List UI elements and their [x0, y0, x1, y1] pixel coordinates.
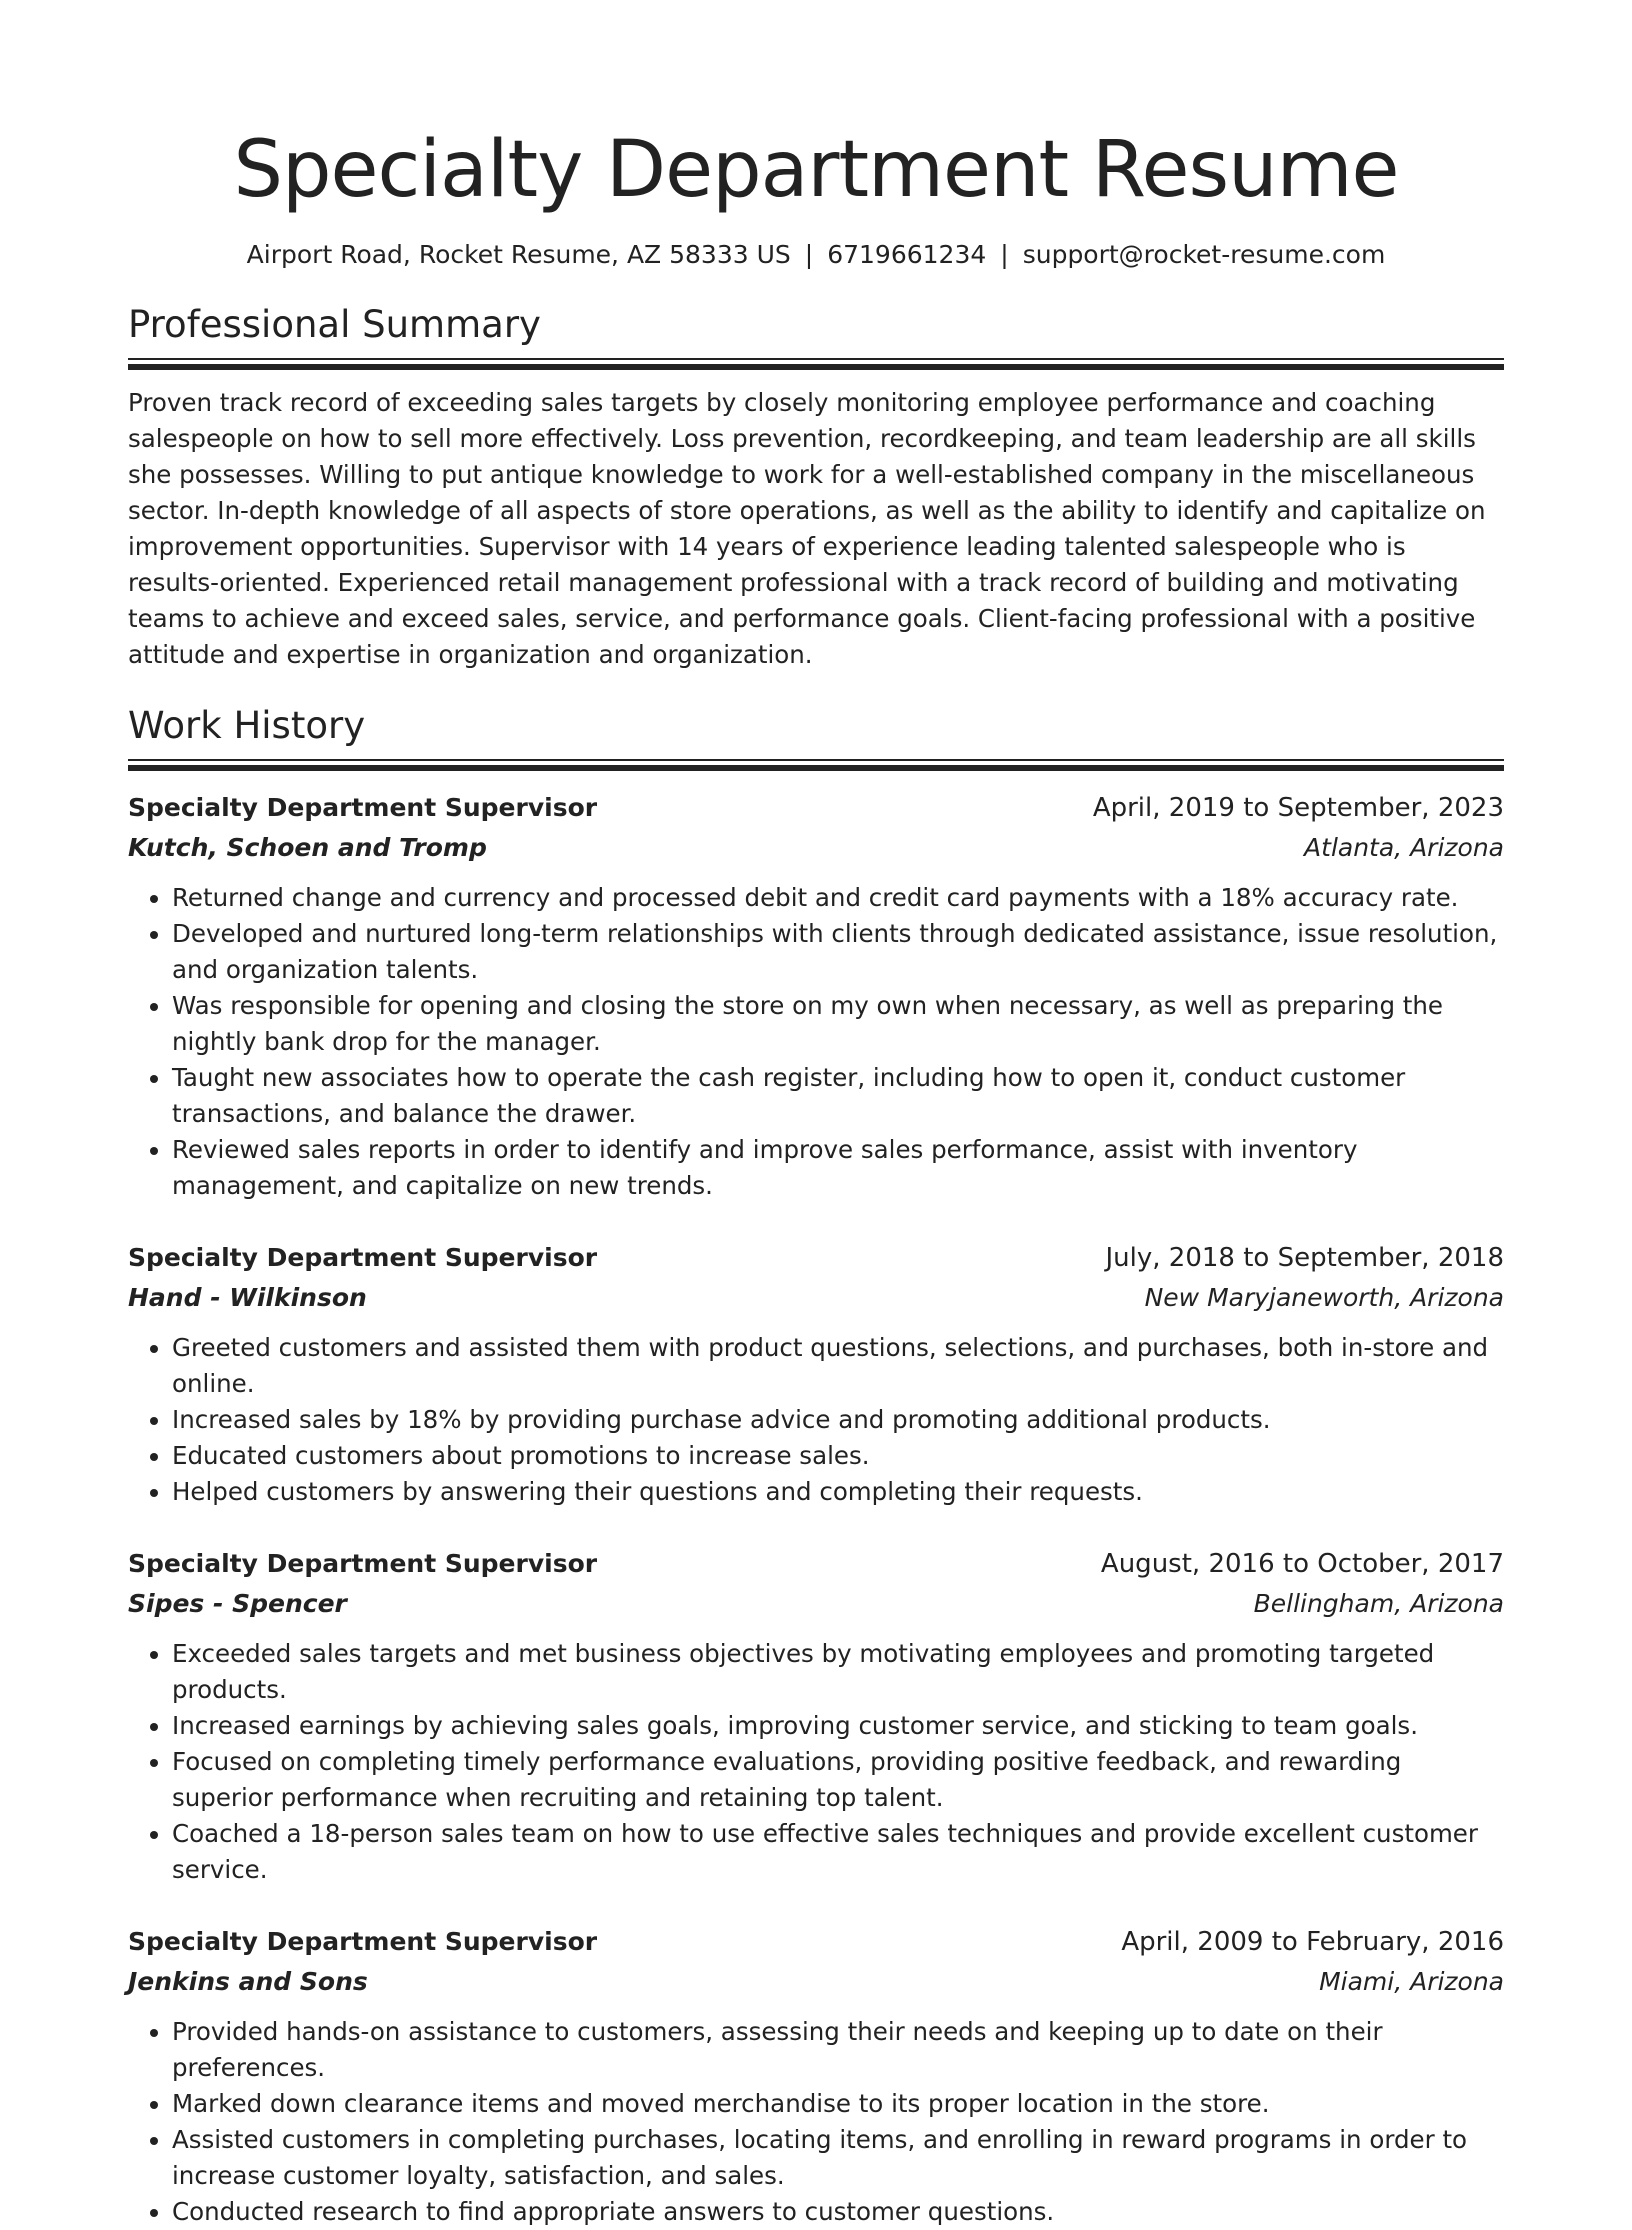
- job-bullet: • Provided hands-on assistance to customers, assessing their needs and keeping up to date on their preferences.: [172, 2014, 1504, 2086]
- job-bullet: • Increased earnings by achieving sales goals, improving customer service, and sticking to team goals.: [172, 1708, 1504, 1744]
- job-company-row: [128, 1962, 1504, 2002]
- job-bullet: • Was responsible for opening and closing the store on my own when necessary, as well as preparing the nightly bank drop for the manager.: [172, 988, 1504, 1060]
- job-company: Sipes - Spencer: [128, 1589, 347, 1618]
- job-company-row: [128, 828, 1504, 868]
- contact-line: [128, 238, 1504, 272]
- summary-text: Proven track record of exceeding sales targets by closely monitoring employee performance and coaching salespeople on how to sell more effectively. Loss prevention, recordkeeping, and team leadership are all skills she possesses. Willing to put antique knowledge to work for a well-established company in the miscellaneous sector. In-depth knowledge of all aspects of store operations, as well as the ability to identify and capitalize on improvement opportunities. Supervisor with 14 years of experience leading talented salespeople who is results-oriented. Experienced retail management professional with a track record of building and motivating teams to achieve and exceed sales, service, and performance goals. Client-facing professional with a positive attitude and expertise in organization and organization.: [128, 388, 1486, 669]
- job-bullet: • Exceeded sales targets and met business objectives by motivating employees and promoting targeted products.: [172, 1636, 1504, 1708]
- contact-phone: 6719661234: [827, 240, 987, 269]
- job-bullet: • Coached a 18-person sales team on how to use effective sales techniques and provide excellent customer service.: [172, 1816, 1504, 1888]
- job-company-row: [128, 1584, 1504, 1624]
- job-dates: April, 2009 to February, 2016: [1121, 1927, 1504, 1957]
- job-bullet: • Assisted customers in completing purchases, locating items, and enrolling in reward programs in order to increase customer loyalty, satisfaction, and sales.: [172, 2122, 1504, 2194]
- job-company: Jenkins and Sons: [128, 1967, 368, 1996]
- job-bullet: • Focused on completing timely performance evaluations, providing positive feedback, and rewarding superior performance when recruiting and retaining top talent.: [172, 1744, 1504, 1816]
- job-bullets: [128, 1636, 1504, 1888]
- job-bullet: • Helped customers by answering their questions and completing their requests.: [172, 1474, 1504, 1510]
- job-bullet: • Developed and nurtured long-term relationships with clients through dedicated assistance, issue resolution, and organization talents.: [172, 916, 1504, 988]
- job-entry: [128, 1544, 1504, 1888]
- resume-page: [128, 120, 1504, 2230]
- job-bullet: • Taught new associates how to operate the cash register, including how to open it, conduct customer transactions, and balance the drawer.: [172, 1060, 1504, 1132]
- job-header-row: [128, 1922, 1504, 1962]
- section-divider: [128, 759, 1504, 770]
- section-divider: [128, 358, 1504, 369]
- job-entry: [128, 1922, 1504, 2230]
- job-bullet: • Returned change and currency and processed debit and credit card payments with a 18% accuracy rate.: [172, 880, 1504, 916]
- contact-separator: |: [804, 240, 814, 269]
- job-company: Hand - Wilkinson: [128, 1283, 367, 1312]
- job-bullet: • Increased sales by 18% by providing purchase advice and promoting additional products.: [172, 1402, 1504, 1438]
- job-dates: April, 2019 to September, 2023: [1092, 793, 1504, 823]
- job-company-row: [128, 1278, 1504, 1318]
- work-history-list: [128, 788, 1504, 2230]
- contact-email: support@rocket-resume.com: [1022, 240, 1386, 269]
- job-location: New Maryjaneworth, Arizona: [1144, 1283, 1504, 1312]
- resume-title: Specialty Department Resume: [233, 125, 1399, 215]
- job-title: Specialty Department Supervisor: [128, 1243, 598, 1272]
- job-bullet: • Educated customers about promotions to increase sales.: [172, 1438, 1504, 1474]
- section-title-summary: Professional Summary: [128, 303, 541, 346]
- job-entry: [128, 1238, 1504, 1510]
- job-bullets: [128, 880, 1504, 1204]
- job-header-row: [128, 788, 1504, 828]
- job-bullets: [128, 2014, 1504, 2230]
- contact-address: Airport Road, Rocket Resume, AZ 58333 US: [246, 240, 791, 269]
- job-company: Kutch, Schoen and Tromp: [128, 833, 487, 862]
- job-title: Specialty Department Supervisor: [128, 1927, 598, 1956]
- job-entry: [128, 788, 1504, 1204]
- section-title-work-history: Work History: [128, 704, 366, 747]
- job-dates: July, 2018 to September, 2018: [1105, 1243, 1504, 1273]
- job-bullet: • Reviewed sales reports in order to identify and improve sales performance, assist with inventory management, and capitalize on new trends.: [172, 1132, 1504, 1204]
- job-bullet: • Marked down clearance items and moved merchandise to its proper location in the store.: [172, 2086, 1504, 2122]
- job-bullets: [128, 1330, 1504, 1510]
- job-title: Specialty Department Supervisor: [128, 1549, 598, 1578]
- job-header-row: [128, 1544, 1504, 1584]
- job-location: Bellingham, Arizona: [1253, 1589, 1504, 1618]
- contact-separator: |: [1000, 240, 1009, 269]
- job-header-row: [128, 1238, 1504, 1278]
- job-location: Miami, Arizona: [1319, 1967, 1504, 1996]
- job-bullet: • Conducted research to find appropriate answers to customer questions.: [172, 2194, 1504, 2230]
- job-location: Atlanta, Arizona: [1304, 833, 1504, 862]
- job-bullet: • Greeted customers and assisted them with product questions, selections, and purchases, both in-store and online.: [172, 1330, 1504, 1402]
- job-dates: August, 2016 to October, 2017: [1100, 1549, 1504, 1579]
- job-title: Specialty Department Supervisor: [128, 793, 598, 822]
